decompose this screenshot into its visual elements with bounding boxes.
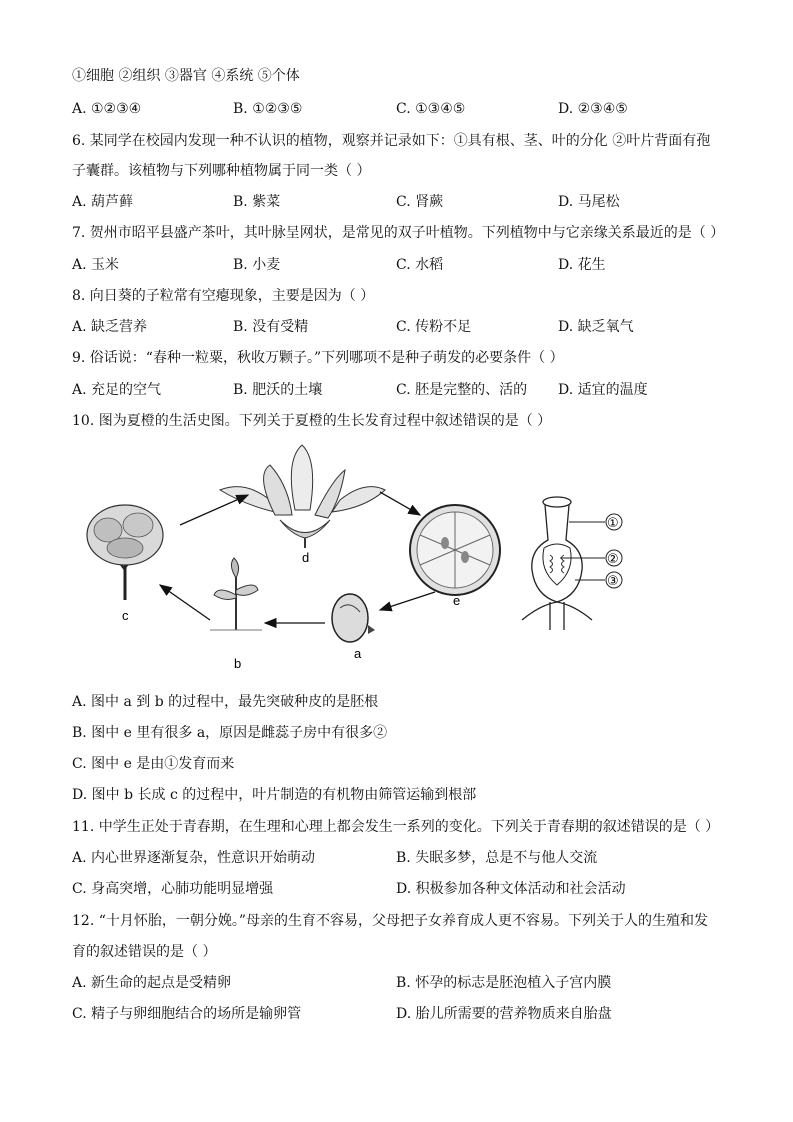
q11-option-d: D. 积极参加各种文体活动和社会活动: [396, 881, 626, 897]
q8-option-d: D. 缺乏氧气: [558, 319, 634, 335]
label-b: b: [234, 656, 242, 671]
q6-option-c: C. 肾蕨: [396, 194, 444, 210]
life-cycle-diagram: [70, 440, 730, 680]
q5-option-b: B. ①②③⑤: [233, 101, 303, 117]
arrow-e-to-a: [380, 592, 435, 610]
pistil-label-3: ③: [607, 573, 619, 588]
q7-option-a: A. 玉米: [72, 257, 120, 273]
pistil-label-1: ①: [607, 515, 619, 530]
q10-option-d: D. 图中 b 长成 c 的过程中，叶片制造的有机物由筛管运输到根部: [72, 787, 477, 803]
q7-option-b: B. 小麦: [233, 257, 281, 273]
q5-option-c: C. ①③④⑤: [396, 101, 466, 117]
q9-option-a: A. 充足的空气: [72, 382, 162, 398]
q9-stem: 9. 俗话说：“春种一粒粟，秋收万颗子。”下列哪项不是种子萌发的必要条件（ ）: [72, 350, 564, 366]
q5-option-d: D. ②③④⑤: [558, 101, 628, 117]
q12-option-d: D. 胎儿所需要的营养物质来自胎盘: [396, 1006, 612, 1022]
q12-option-b: B. 怀孕的标志是胚泡植入子宫内膜: [396, 975, 612, 991]
q10-option-b: B. 图中 e 里有很多 a，原因是雌蕊子房中有很多②: [72, 725, 388, 741]
q11-option-c: C. 身高突增，心肺功能明显增强: [72, 881, 274, 897]
q12-option-a: A. 新生命的起点是受精卵: [72, 975, 232, 991]
q10-option-a: A. 图中 a 到 b 的过程中，最先突破种皮的是胚根: [72, 694, 379, 710]
orange-cross-section: [410, 505, 500, 595]
q8-option-b: B. 没有受精: [233, 319, 309, 335]
arrow-b-to-c: [160, 585, 210, 620]
label-d: d: [302, 550, 310, 565]
q12-stem-line2: 育的叙述错误的是（ ）: [72, 944, 217, 960]
q8-option-a: A. 缺乏营养: [72, 319, 148, 335]
q9-option-b: B. 肥沃的土壤: [233, 382, 323, 398]
q9-option-d: D. 适宜的温度: [558, 382, 648, 398]
q6-stem-line2: 子囊群。该植物与下列哪种植物属于同一类（ ）: [72, 163, 371, 179]
q12-stem-line1: 12. “十月怀胎，一朝分娩。”母亲的生育不容易，父母把子女养育成人更不容易。下列关于人的生殖和发: [72, 913, 709, 929]
seed-illustration: [332, 594, 375, 642]
q11-stem: 11. 中学生正处于青春期，在生理和心理上都会发生一系列的变化。下列关于青春期的叙述错误的是（ ）: [72, 819, 720, 835]
q10-stem: 10. 图为夏橙的生活史图。下列关于夏橙的生长发育过程中叙述错误的是（ ）: [72, 413, 552, 429]
q6-option-a: A. 葫芦藓: [72, 194, 134, 210]
orange-life-cycle-figure: [70, 440, 730, 680]
q8-stem: 8. 向日葵的子粒常有空瘪现象，主要是因为（ ）: [72, 288, 375, 304]
q9-option-c: C. 胚是完整的、活的: [396, 382, 528, 398]
q8-option-c: C. 传粉不足: [396, 319, 472, 335]
q5-option-a: A. ①②③④: [72, 101, 142, 117]
tree-illustration: [87, 505, 163, 600]
q11-option-b: B. 失眠多梦，总是不与他人交流: [396, 850, 598, 866]
q6-stem-line1: 6. 某同学在校园内发现一种不认识的植物，观察并记录如下：①具有根、茎、叶的分化 ②叶片背面有孢: [72, 133, 711, 149]
label-c: c: [122, 608, 129, 623]
pistil-label-2: ②: [607, 551, 619, 566]
arrow-d-to-e: [380, 492, 420, 515]
label-a: a: [354, 646, 362, 661]
q6-option-b: B. 紫菜: [233, 194, 281, 210]
q12-option-c: C. 精子与卵细胞结合的场所是输卵管: [72, 1006, 302, 1022]
q5-items: ①细胞 ②组织 ③器官 ④系统 ⑤个体: [72, 68, 300, 84]
q7-option-c: C. 水稻: [396, 257, 444, 273]
arrow-c-to-d: [180, 495, 248, 525]
label-e: e: [453, 593, 461, 608]
q7-option-d: D. 花生: [558, 257, 606, 273]
seedling-illustration: [210, 558, 262, 630]
q11-option-a: A. 内心世界逐渐复杂，性意识开始萌动: [72, 850, 316, 866]
q7-stem: 7. 贺州市昭平县盛产茶叶，其叶脉呈网状，是常见的双子叶植物。下列植物中与它亲缘关系最近的是（ ）: [72, 225, 725, 241]
q6-option-d: D. 马尾松: [558, 194, 620, 210]
q10-option-c: C. 图中 e 是由①发育而来: [72, 756, 235, 772]
